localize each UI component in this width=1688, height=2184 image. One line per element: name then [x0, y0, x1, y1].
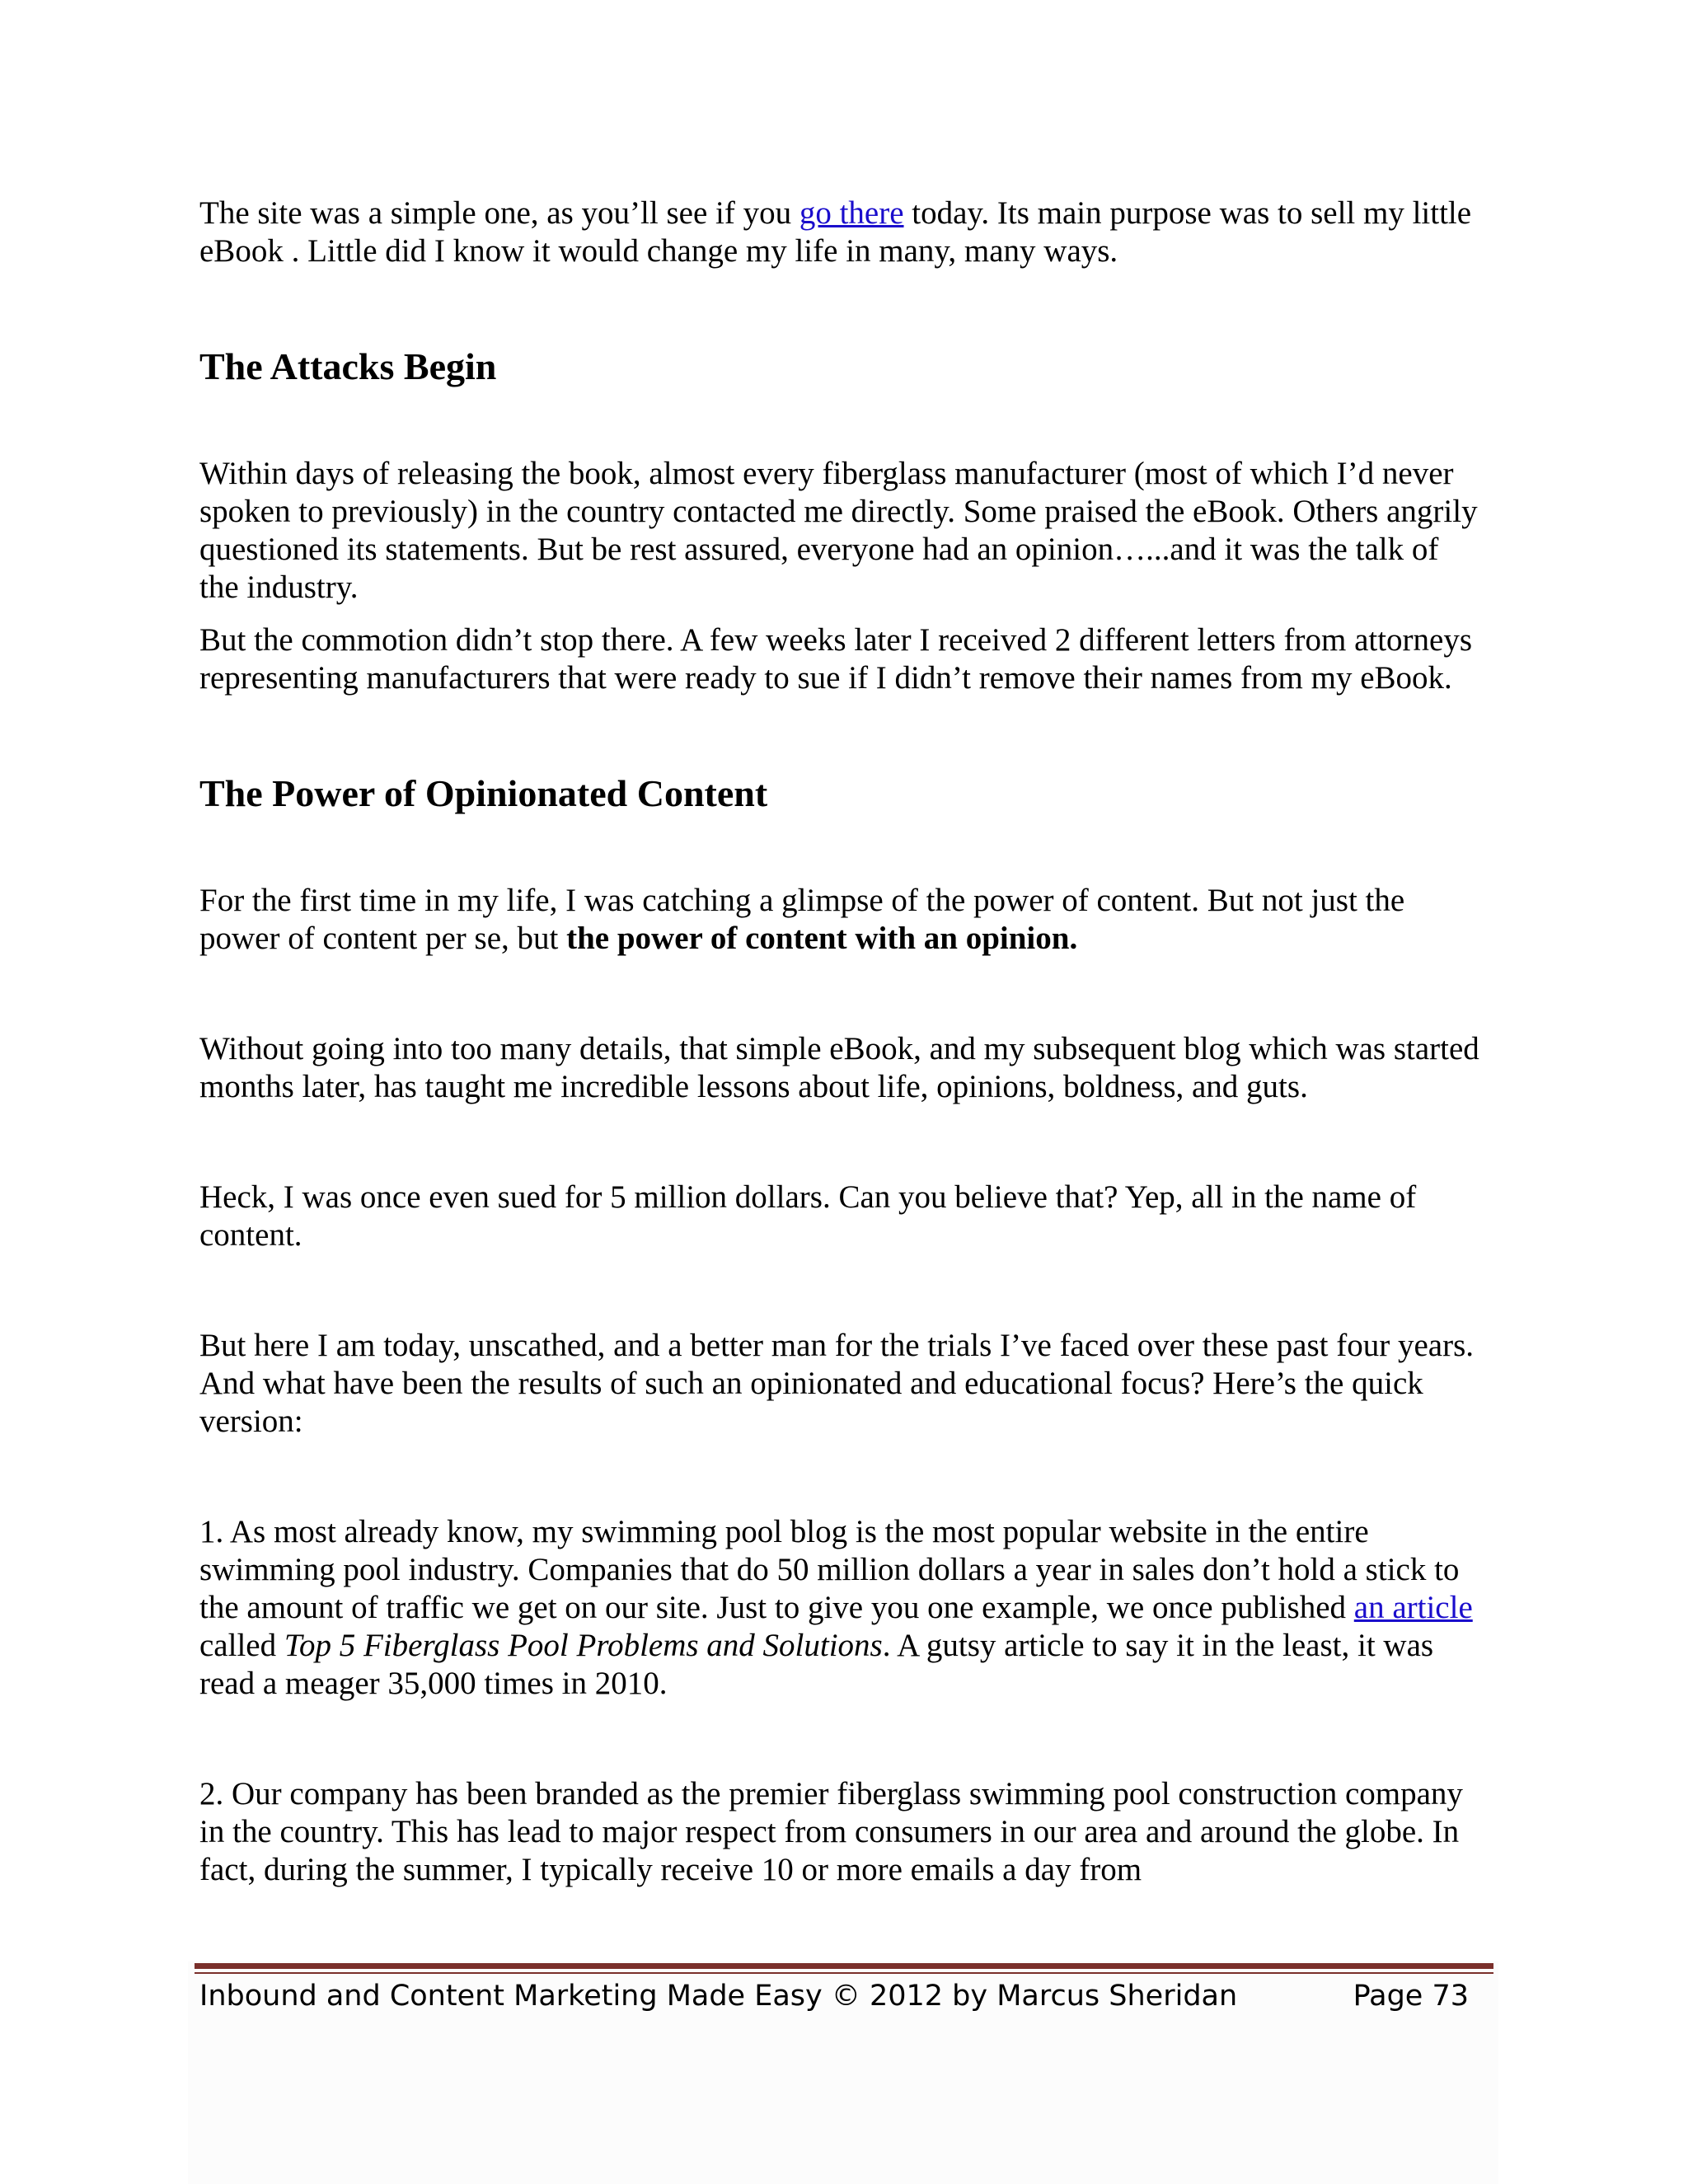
paragraph-here-i-am: But here I am today, unscathed, and a better man for the trials I’ve faced over these past four years. And what have been the results of such an opinionated and educational focus? Here’s the quick version: — [199, 1328, 1475, 1439]
heading-attacks-begin: The Attacks Begin — [199, 345, 497, 387]
list-item-1 — [199, 1513, 1485, 1703]
paragraph-commotion: But the commotion didn’t stop there. A few weeks later I received 2 different letters from attorneys representing manufacturers that were ready to sue if I didn’t remove their names from my eBook. — [199, 622, 1473, 696]
paragraph-intro-after: today. Its main purpose was to sell my little eBook . Little did I know it would change my life in many, many ways. — [199, 195, 1472, 269]
go-there-link[interactable]: go there — [799, 195, 904, 231]
list-item-1-after: . A gutsy article to say it in the least, it was read a meager 35,000 times in 2010. — [199, 1628, 1434, 1701]
list-item-2: 2. Our company has been branded as the premier fiberglass swimming pool construction company in the country. This has lead to major respect from consumers in our area and around the globe. In fact, during the summer, I typically receive 10 or more emails a day from — [199, 1776, 1463, 1887]
paragraph-within-days: Within days of releasing the book, almost every fiberglass manufacturer (most of which I’d never spoken to previously) in the country contacted me directly. Some praised the eBook. Others angrily questioned its statements. But be rest assured, everyone had an opinion…...and it was the talk of the industry. — [199, 456, 1478, 605]
page-content — [199, 194, 1485, 1889]
footer-title: Inbound and Content Marketing Made Easy © 2012 by Marcus Sheridan — [199, 1980, 1238, 2013]
page-footer — [199, 1978, 1469, 2014]
paragraph-first-time-before: For the first time in my life, I was catching a glimpse of the power of content. But not just the power of content per se, but — [199, 883, 1405, 956]
an-article-link[interactable]: an article — [1353, 1590, 1473, 1625]
article-title: Top 5 Fiberglass Pool Problems and Solutions — [284, 1628, 883, 1663]
page-number: Page 73 — [1353, 1980, 1469, 2013]
footer-rule-thick — [195, 1963, 1493, 1969]
list-item-1-before: 1. As most already know, my swimming pool blog is the most popular website in the entire swimming pool industry. Companies that do 50 million dollars a year in sales don’t hold a stick to the amount of traffic we get on our site. Just to give you one example, we once published — [199, 1514, 1460, 1625]
paragraph-intro — [199, 194, 1485, 270]
paragraph-intro-before: The site was a simple one, as you’ll see if you — [199, 195, 799, 231]
footer-rule-thin — [195, 1972, 1493, 1974]
paragraph-sued: Heck, I was once even sued for 5 million dollars. Can you believe that? Yep, all in the name of content. — [199, 1179, 1417, 1253]
heading-power-of-opinionated-content: The Power of Opinionated Content — [199, 772, 768, 814]
list-item-1-middle: called — [199, 1628, 284, 1663]
paragraph-first-time — [199, 882, 1485, 958]
paragraph-first-time-bold: the power of content with an opinion. — [566, 921, 1078, 956]
paragraph-without-going: Without going into too many details, that simple eBook, and my subsequent blog which was started months later, has taught me incredible lessons about life, opinions, boldness, and guts. — [199, 1031, 1479, 1104]
